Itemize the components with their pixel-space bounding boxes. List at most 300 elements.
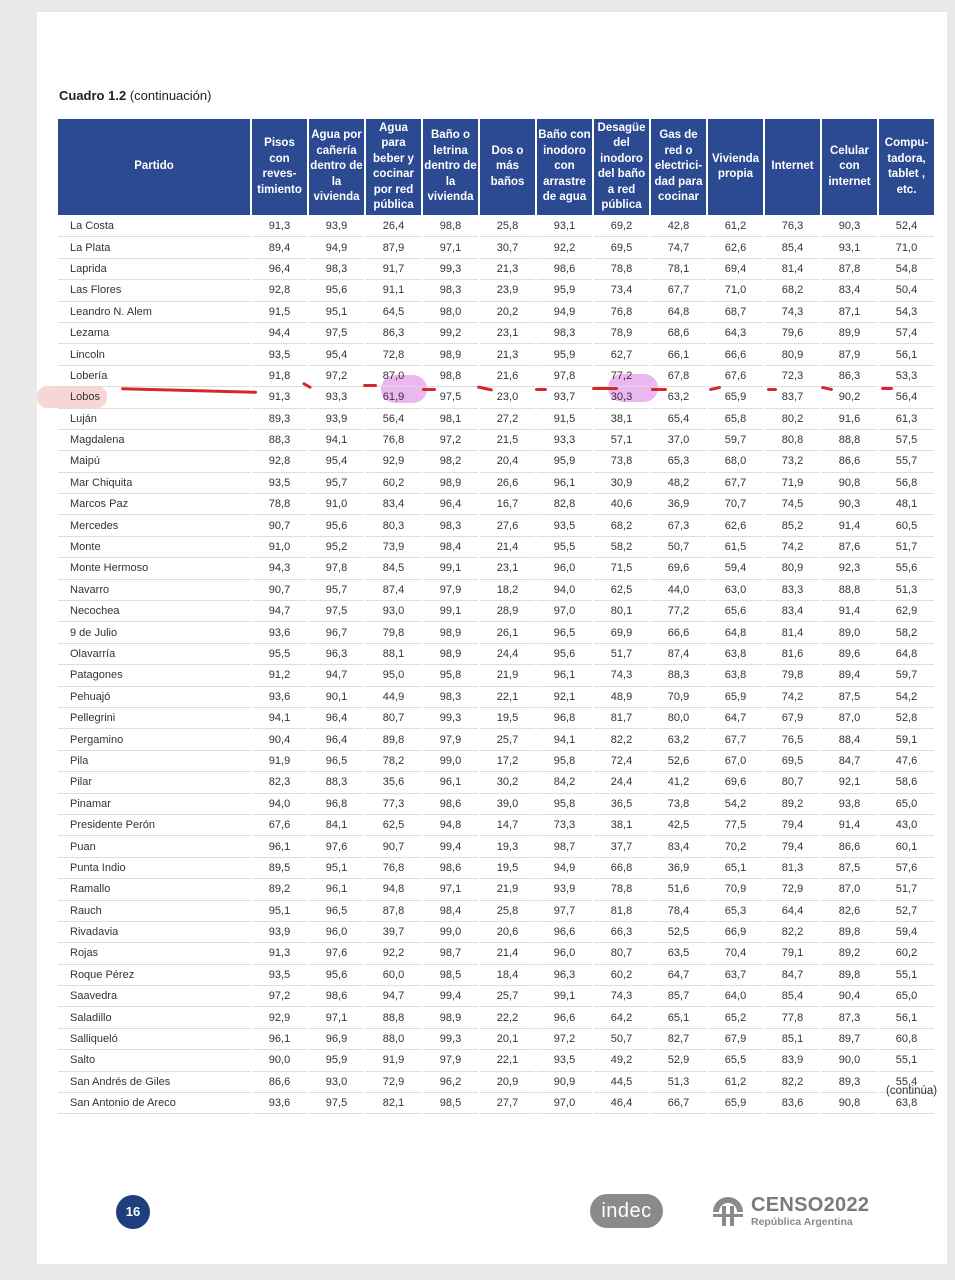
table-cell: 95,8	[537, 794, 592, 815]
table-cell: 99,3	[423, 259, 478, 280]
table-cell: 88,3	[309, 772, 364, 793]
table-cell: 42,5	[651, 815, 706, 836]
table-cell: 61,9	[366, 387, 421, 408]
table-cell: 60,2	[879, 943, 934, 964]
header-agua-red: Agua para beber y cocinar por red pública	[366, 119, 421, 216]
table-cell: 60,5	[879, 515, 934, 536]
partido-name: Salto	[58, 1050, 250, 1071]
table-cell: 55,7	[879, 451, 934, 472]
table-cell: 93,5	[252, 473, 307, 494]
table-cell: 85,4	[765, 986, 820, 1007]
table-cell: 88,8	[366, 1007, 421, 1028]
table-cell: 93,5	[537, 515, 592, 536]
table-cell: 57,6	[879, 858, 934, 879]
table-row	[58, 708, 934, 729]
table-cell: 89,3	[252, 409, 307, 430]
table-cell: 23,0	[480, 387, 535, 408]
censo-emblem-icon	[709, 1192, 747, 1230]
table-cell: 90,8	[822, 473, 877, 494]
table-cell: 96,1	[423, 772, 478, 793]
table-cell: 67,9	[765, 708, 820, 729]
table-cell: 52,8	[879, 708, 934, 729]
table-cell: 23,1	[480, 558, 535, 579]
table-cell: 91,3	[252, 387, 307, 408]
table-row	[58, 1029, 934, 1050]
table-cell: 96,1	[252, 836, 307, 857]
table-cell: 91,4	[822, 815, 877, 836]
table-cell: 64,4	[765, 901, 820, 922]
table-cell: 98,9	[423, 344, 478, 365]
table-cell: 81,7	[594, 708, 649, 729]
table-cell: 64,7	[708, 708, 763, 729]
table-cell: 48,2	[651, 473, 706, 494]
partido-name: Patagones	[58, 665, 250, 686]
table-cell: 27,7	[480, 1093, 535, 1114]
table-cell: 95,9	[309, 1050, 364, 1071]
table-cell: 82,2	[765, 922, 820, 943]
table-cell: 80,7	[366, 708, 421, 729]
table-cell: 26,1	[480, 622, 535, 643]
table-row	[58, 1050, 934, 1071]
table-cell: 86,3	[822, 366, 877, 387]
marker-stroke	[881, 387, 893, 390]
table-cell: 95,4	[309, 451, 364, 472]
table-cell: 91,9	[366, 1050, 421, 1071]
table-cell: 98,3	[423, 515, 478, 536]
table-cell: 20,6	[480, 922, 535, 943]
table-cell: 70,9	[708, 879, 763, 900]
table-cell: 92,1	[822, 772, 877, 793]
table-cell: 63,2	[651, 729, 706, 750]
table-cell: 58,2	[594, 537, 649, 558]
table-cell: 93,9	[537, 879, 592, 900]
table-cell: 54,3	[879, 302, 934, 323]
table-cell: 95,1	[252, 901, 307, 922]
table-cell: 51,7	[879, 537, 934, 558]
table-cell: 69,6	[651, 558, 706, 579]
table-cell: 95,6	[309, 280, 364, 301]
table-cell: 93,7	[537, 387, 592, 408]
table-cell: 92,8	[252, 280, 307, 301]
table-cell: 93,3	[537, 430, 592, 451]
table-cell: 88,1	[366, 644, 421, 665]
table-cell: 88,8	[822, 580, 877, 601]
table-cell: 22,1	[480, 1050, 535, 1071]
table-cell: 66,8	[594, 858, 649, 879]
continues-note: (continúa)	[886, 1085, 938, 1097]
table-row	[58, 901, 934, 922]
table-cell: 94,7	[366, 986, 421, 1007]
table-cell: 78,2	[366, 751, 421, 772]
table-cell: 95,6	[537, 644, 592, 665]
table-row	[58, 366, 934, 387]
table-cell: 99,0	[423, 922, 478, 943]
table-cell: 74,5	[765, 494, 820, 515]
table-cell: 20,4	[480, 451, 535, 472]
table-cell: 87,0	[822, 879, 877, 900]
table-cell: 19,3	[480, 836, 535, 857]
table-cell: 82,3	[252, 772, 307, 793]
table-cell: 59,1	[879, 729, 934, 750]
table-cell: 93,9	[252, 922, 307, 943]
table-cell: 53,3	[879, 366, 934, 387]
table-cell: 94,7	[252, 601, 307, 622]
table-cell: 47,6	[879, 751, 934, 772]
table-cell: 84,1	[309, 815, 364, 836]
table-cell: 94,1	[252, 708, 307, 729]
table-cell: 36,9	[651, 494, 706, 515]
partido-name: San Antonio de Areco	[58, 1093, 250, 1114]
table-cell: 38,1	[594, 815, 649, 836]
table-cell: 93,1	[822, 237, 877, 258]
partido-name: Monte Hermoso	[58, 558, 250, 579]
table-cell: 66,3	[594, 922, 649, 943]
table-cell: 86,6	[822, 836, 877, 857]
table-cell: 67,7	[708, 729, 763, 750]
table-cell: 98,6	[537, 259, 592, 280]
table-cell: 96,1	[537, 473, 592, 494]
table-cell: 96,1	[309, 879, 364, 900]
table-cell: 89,3	[822, 1072, 877, 1093]
table-cell: 98,6	[423, 858, 478, 879]
table-cell: 98,4	[423, 901, 478, 922]
table-cell: 92,2	[366, 943, 421, 964]
table-cell: 81,4	[765, 259, 820, 280]
table-cell: 55,4	[879, 1072, 934, 1093]
table-cell: 77,8	[765, 1007, 820, 1028]
table-cell: 76,3	[765, 216, 820, 237]
table-cell: 98,1	[423, 409, 478, 430]
table-row	[58, 836, 934, 857]
table-cell: 95,6	[309, 515, 364, 536]
table-cell: 95,9	[537, 280, 592, 301]
censo-title: CENSO2022	[751, 1194, 870, 1216]
header-bano-inodoro: Baño con inodoro con arrastre de agua	[537, 119, 592, 216]
marker-stroke	[363, 384, 377, 387]
table-cell: 96,1	[252, 1029, 307, 1050]
table-cell: 60,1	[879, 836, 934, 857]
table-cell: 44,0	[651, 580, 706, 601]
table-cell: 96,1	[537, 665, 592, 686]
table-cell: 83,4	[822, 280, 877, 301]
table-cell: 80,7	[594, 943, 649, 964]
partido-name: Salliqueló	[58, 1029, 250, 1050]
table-row	[58, 665, 934, 686]
table-cell: 63,8	[708, 644, 763, 665]
table-cell: 96,6	[537, 922, 592, 943]
table-cell: 78,9	[594, 323, 649, 344]
table-cell: 89,8	[822, 922, 877, 943]
table-cell: 25,7	[480, 729, 535, 750]
table-cell: 68,0	[708, 451, 763, 472]
table-cell: 22,2	[480, 1007, 535, 1028]
table-cell: 98,7	[423, 943, 478, 964]
partido-name: Pilar	[58, 772, 250, 793]
table-row	[58, 430, 934, 451]
table-cell: 95,9	[537, 451, 592, 472]
table-cell: 26,6	[480, 473, 535, 494]
table-cell: 18,4	[480, 965, 535, 986]
table-cell: 30,2	[480, 772, 535, 793]
table-cell: 88,8	[822, 430, 877, 451]
table-cell: 58,6	[879, 772, 934, 793]
table-cell: 70,7	[708, 494, 763, 515]
partido-name: Roque Pérez	[58, 965, 250, 986]
table-cell: 93,0	[309, 1072, 364, 1093]
table-cell: 93,6	[252, 687, 307, 708]
table-cell: 21,3	[480, 344, 535, 365]
table-cell: 64,2	[594, 1007, 649, 1028]
table-cell: 67,3	[651, 515, 706, 536]
table-cell: 97,1	[423, 237, 478, 258]
header-partido: Partido	[58, 119, 250, 216]
table-cell: 82,2	[765, 1072, 820, 1093]
table-cell: 91,0	[252, 537, 307, 558]
table-cell: 62,5	[366, 815, 421, 836]
table-cell: 50,4	[879, 280, 934, 301]
table-cell: 68,2	[594, 515, 649, 536]
table-cell: 30,9	[594, 473, 649, 494]
table-cell: 20,9	[480, 1072, 535, 1093]
table-row	[58, 922, 934, 943]
table-cell: 90,9	[537, 1072, 592, 1093]
table-cell: 97,1	[309, 1007, 364, 1028]
table-cell: 66,6	[708, 344, 763, 365]
table-cell: 94,0	[537, 580, 592, 601]
table-cell: 83,4	[366, 494, 421, 515]
table-cell: 65,9	[708, 1093, 763, 1114]
table-row	[58, 259, 934, 280]
partido-name: La Plata	[58, 237, 250, 258]
table-cell: 71,9	[765, 473, 820, 494]
table-cell: 21,9	[480, 665, 535, 686]
table-cell: 97,9	[423, 580, 478, 601]
partido-name: Ramallo	[58, 879, 250, 900]
table-cell: 59,7	[879, 665, 934, 686]
table-row	[58, 772, 934, 793]
table-cell: 96,3	[309, 644, 364, 665]
table-cell: 90,3	[822, 494, 877, 515]
partido-name: Navarro	[58, 580, 250, 601]
partido-name: Pinamar	[58, 794, 250, 815]
table-cell: 96,4	[309, 729, 364, 750]
table-body	[58, 216, 934, 1114]
table-cell: 82,6	[822, 901, 877, 922]
table-cell: 69,5	[765, 751, 820, 772]
table-cell: 80,1	[594, 601, 649, 622]
table-cell: 90,0	[252, 1050, 307, 1071]
table-cell: 80,7	[765, 772, 820, 793]
table-cell: 98,3	[423, 687, 478, 708]
table-cell: 94,9	[537, 858, 592, 879]
table-cell: 39,0	[480, 794, 535, 815]
table-cell: 97,2	[423, 430, 478, 451]
table-cell: 98,3	[423, 280, 478, 301]
table-cell: 54,2	[708, 794, 763, 815]
table-cell: 21,4	[480, 943, 535, 964]
table-cell: 66,6	[651, 622, 706, 643]
table-cell: 96,5	[309, 901, 364, 922]
table-cell: 19,5	[480, 708, 535, 729]
table-cell: 90,1	[309, 687, 364, 708]
partido-name: Mar Chiquita	[58, 473, 250, 494]
table-cell: 60,0	[366, 965, 421, 986]
table-cell: 98,6	[309, 986, 364, 1007]
table-cell: 46,4	[594, 1093, 649, 1114]
table-cell: 65,5	[708, 1050, 763, 1071]
table-cell: 97,5	[423, 387, 478, 408]
partido-name: Magdalena	[58, 430, 250, 451]
table-cell: 64,8	[879, 644, 934, 665]
table-cell: 85,7	[651, 986, 706, 1007]
table-cell: 92,8	[252, 451, 307, 472]
table-cell: 59,4	[708, 558, 763, 579]
table-cell: 87,8	[822, 259, 877, 280]
table-cell: 81,3	[765, 858, 820, 879]
table-cell: 96,6	[537, 1007, 592, 1028]
table-cell: 78,8	[594, 879, 649, 900]
table-cell: 59,7	[708, 430, 763, 451]
partido-name: Necochea	[58, 601, 250, 622]
data-table	[56, 119, 936, 1114]
table-cell: 88,3	[252, 430, 307, 451]
table-cell: 98,9	[423, 1007, 478, 1028]
partido-name: Maipú	[58, 451, 250, 472]
table-cell: 67,6	[708, 366, 763, 387]
table-cell: 92,2	[537, 237, 592, 258]
table-cell: 52,6	[651, 751, 706, 772]
table-cell: 94,3	[252, 558, 307, 579]
table-cell: 93,0	[366, 601, 421, 622]
table-cell: 41,2	[651, 772, 706, 793]
table-cell: 84,2	[537, 772, 592, 793]
table-cell: 94,7	[309, 665, 364, 686]
table-cell: 87,6	[822, 537, 877, 558]
table-cell: 66,1	[651, 344, 706, 365]
table-cell: 16,7	[480, 494, 535, 515]
table-cell: 24,4	[594, 772, 649, 793]
table-cell: 81,4	[765, 622, 820, 643]
table-cell: 52,4	[879, 216, 934, 237]
table-cell: 21,5	[480, 430, 535, 451]
table-cell: 79,8	[765, 665, 820, 686]
table-cell: 91,6	[822, 409, 877, 430]
table-cell: 93,5	[537, 1050, 592, 1071]
table-cell: 73,3	[537, 815, 592, 836]
table-cell: 51,7	[594, 644, 649, 665]
table-cell: 95,1	[309, 302, 364, 323]
table-cell: 89,8	[822, 965, 877, 986]
table-cell: 96,0	[537, 558, 592, 579]
table-cell: 91,0	[309, 494, 364, 515]
table-cell: 69,9	[594, 622, 649, 643]
table-cell: 98,9	[423, 644, 478, 665]
table-cell: 51,6	[651, 879, 706, 900]
table-cell: 95,5	[537, 537, 592, 558]
partido-name: Lezama	[58, 323, 250, 344]
table-cell: 72,3	[765, 366, 820, 387]
table-cell: 88,4	[822, 729, 877, 750]
table-cell: 54,8	[879, 259, 934, 280]
table-cell: 50,7	[651, 537, 706, 558]
table-row	[58, 558, 934, 579]
table-cell: 64,8	[708, 622, 763, 643]
partido-name: Lobería	[58, 366, 250, 387]
table-cell: 54,2	[879, 687, 934, 708]
table-cell: 89,6	[822, 644, 877, 665]
table-cell: 77,3	[366, 794, 421, 815]
table-cell: 86,6	[822, 451, 877, 472]
table-cell: 56,1	[879, 344, 934, 365]
table-cell: 89,4	[252, 237, 307, 258]
table-cell: 99,2	[423, 323, 478, 344]
table-cell: 63,8	[879, 1093, 934, 1114]
table-cell: 95,7	[309, 473, 364, 494]
partido-name: Pila	[58, 751, 250, 772]
table-cell: 30,7	[480, 237, 535, 258]
table-cell: 70,4	[708, 943, 763, 964]
table-cell: 55,1	[879, 1050, 934, 1071]
table-cell: 74,2	[765, 537, 820, 558]
table-cell: 93,5	[252, 344, 307, 365]
table-cell: 60,8	[879, 1029, 934, 1050]
table-row	[58, 943, 934, 964]
table-cell: 98,5	[423, 965, 478, 986]
table-cell: 52,5	[651, 922, 706, 943]
table-row	[58, 815, 934, 836]
table-cell: 36,9	[651, 858, 706, 879]
table-cell: 68,6	[651, 323, 706, 344]
header-computadora: Compu-tadora, tablet , etc.	[879, 119, 934, 216]
table-cell: 91,5	[252, 302, 307, 323]
partido-name: Pellegrini	[58, 708, 250, 729]
table-cell: 94,8	[366, 879, 421, 900]
table-cell: 80,8	[765, 430, 820, 451]
table-cell: 69,2	[594, 216, 649, 237]
table-cell: 56,1	[879, 1007, 934, 1028]
table-cell: 61,2	[708, 216, 763, 237]
table-cell: 99,4	[423, 836, 478, 857]
table-cell: 90,0	[822, 1050, 877, 1071]
partido-name: Saladillo	[58, 1007, 250, 1028]
table-cell: 87,3	[822, 1007, 877, 1028]
table-cell: 96,3	[537, 965, 592, 986]
table-cell: 65,2	[708, 1007, 763, 1028]
table-cell: 35,6	[366, 772, 421, 793]
table-cell: 23,9	[480, 280, 535, 301]
table-cell: 79,4	[765, 815, 820, 836]
table-cell: 97,0	[537, 1093, 592, 1114]
table-cell: 91,3	[252, 943, 307, 964]
table-cell: 63,2	[651, 387, 706, 408]
partido-name: Marcos Paz	[58, 494, 250, 515]
table-cell: 71,5	[594, 558, 649, 579]
table-cell: 73,8	[651, 794, 706, 815]
table-cell: 83,3	[765, 580, 820, 601]
table-cell: 84,5	[366, 558, 421, 579]
header-pisos: Pisos con reves-timiento	[252, 119, 307, 216]
table-cell: 90,7	[252, 515, 307, 536]
table-cell: 83,6	[765, 1093, 820, 1114]
table-cell: 93,6	[252, 1093, 307, 1114]
table-cell: 27,6	[480, 515, 535, 536]
table-row	[58, 451, 934, 472]
table-row	[58, 601, 934, 622]
table-row	[58, 344, 934, 365]
table-cell: 87,4	[651, 644, 706, 665]
table-cell: 44,9	[366, 687, 421, 708]
table-cell: 96,7	[309, 622, 364, 643]
